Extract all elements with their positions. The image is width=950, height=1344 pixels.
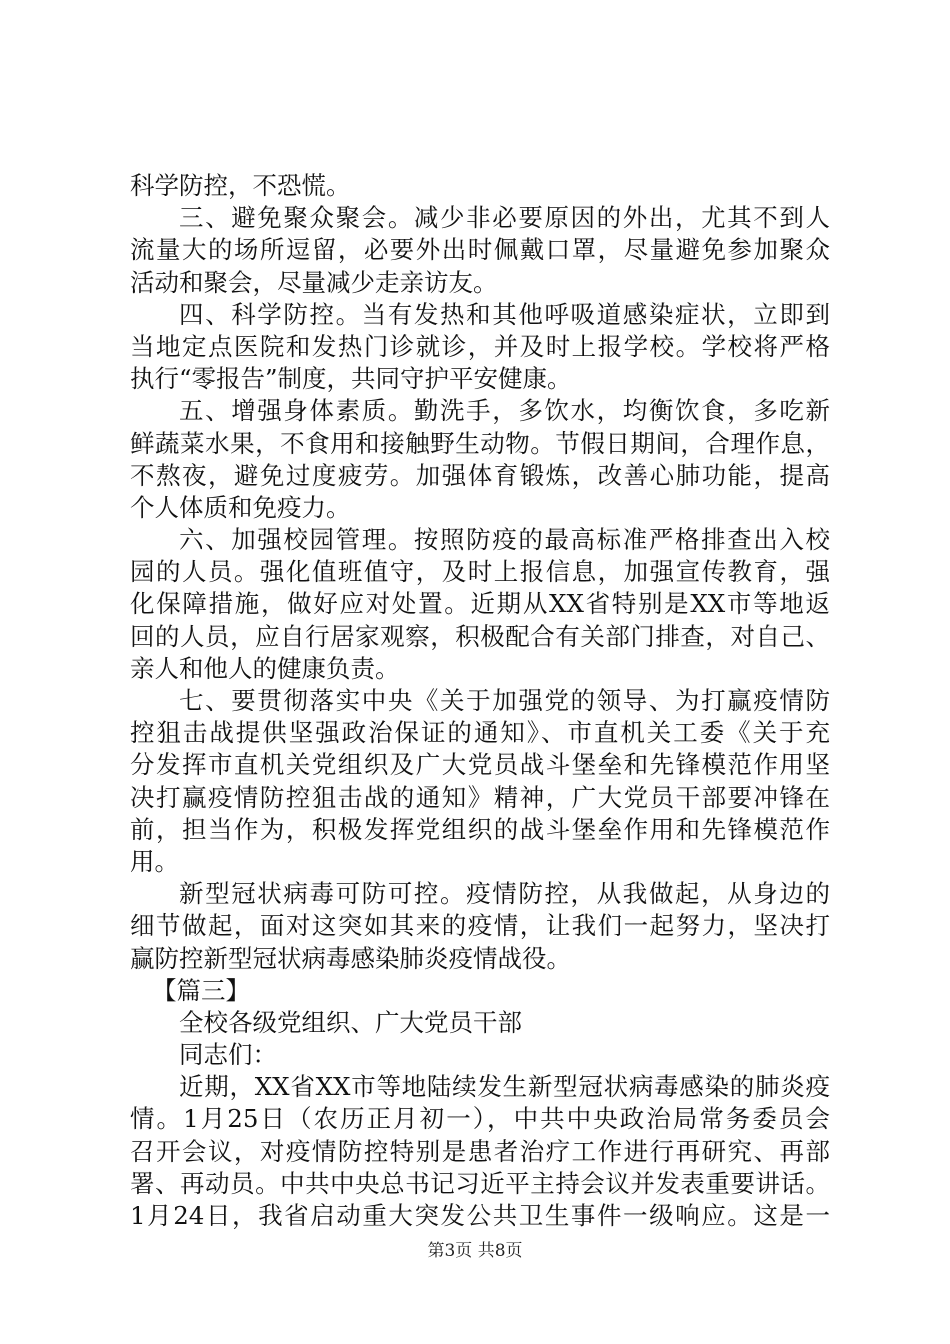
text-line: 六、加强校园管理。按照防疫的最高标准严格排查出入校 bbox=[179, 525, 830, 555]
page-number-footer: 第3页 共8页 bbox=[427, 1241, 523, 1261]
text-line: 近期，XX省XX市等地陆续发生新型冠状病毒感染的肺炎疫 bbox=[179, 1072, 830, 1102]
text-line: 分发挥市直机关党组织及广大党员战斗堡垒和先锋模范作用坚 bbox=[130, 750, 830, 780]
text-line: 五、增强身体素质。勤洗手，多饮水，均衡饮食，多吃新 bbox=[179, 396, 830, 426]
text-line: 不熬夜，避免过度疲劳。加强体育锻炼，改善心肺功能，提高 bbox=[130, 460, 830, 490]
text-line: 前，担当作为，积极发挥党组织的战斗堡垒作用和先锋模范作 bbox=[130, 814, 830, 844]
section-heading: 【篇三】 bbox=[152, 975, 250, 1005]
text-line: 活动和聚会，尽量减少走亲访友。 bbox=[130, 267, 498, 297]
text-line: 亲人和他人的健康负责。 bbox=[130, 653, 400, 683]
text-line: 赢防控新型冠状病毒感染肺炎疫情战役。 bbox=[130, 943, 571, 973]
text-line: 全校各级党组织、广大党员干部 bbox=[179, 1007, 522, 1037]
text-line: 执行“零报告”制度，共同守护平安健康。 bbox=[130, 364, 572, 394]
text-line: 当地定点医院和发热门诊就诊，并及时上报学校。学校将严格 bbox=[130, 331, 830, 361]
text-line: 七、要贯彻落实中央《关于加强党的领导、为打赢疫情防 bbox=[179, 686, 830, 715]
text-line: 个人体质和免疫力。 bbox=[130, 492, 351, 522]
text-line: 四、科学防控。当有发热和其他呼吸道感染症状，立即到 bbox=[179, 299, 830, 329]
text-line: 新型冠状病毒可防可控。疫情防控，从我做起，从身边的 bbox=[179, 879, 830, 909]
text-line: 同志们： bbox=[179, 1040, 277, 1070]
text-line: 决打赢疫情防控狙击战的通知》精神，广大党员干部要冲锋在 bbox=[130, 782, 830, 812]
text-line: 情。1月25日（农历正月初一），中共中央政治局常务委员会 bbox=[130, 1104, 830, 1134]
text-line: 细节做起，面对这突如其来的疫情，让我们一起努力，坚决打 bbox=[130, 911, 830, 941]
text-line: 鲜蔬菜水果，不食用和接触野生动物。节假日期间，合理作息， bbox=[130, 428, 830, 458]
text-line: 控狙击战提供坚强政治保证的通知》、市直机关工委《关于充 bbox=[130, 718, 830, 748]
text-line: 科学防控，不恐慌。 bbox=[130, 171, 351, 200]
text-line: 用。 bbox=[130, 846, 179, 876]
text-line: 三、避免聚众聚会。减少非必要原因的外出，尤其不到人 bbox=[179, 203, 830, 233]
text-line: 园的人员。强化值班值守，及时上报信息，加强宣传教育，强 bbox=[130, 557, 830, 587]
text-line: 召开会议，对疫情防控特别是患者治疗工作进行再研究、再部 bbox=[130, 1136, 830, 1166]
text-line: 流量大的场所逗留，必要外出时佩戴口罩，尽量避免参加聚众 bbox=[130, 235, 830, 265]
document-body bbox=[130, 170, 830, 1232]
text-line: 1月24日，我省启动重大突发公共卫生事件一级响应。这是一 bbox=[130, 1201, 830, 1230]
text-line: 署、再动员。中共中央总书记习近平主持会议并发表重要讲话。 bbox=[130, 1168, 830, 1198]
text-line: 化保障措施，做好应对处置。近期从XX省特别是XX市等地返 bbox=[130, 589, 830, 619]
text-line: 回的人员，应自行居家观察，积极配合有关部门排查，对自己、 bbox=[130, 621, 830, 651]
